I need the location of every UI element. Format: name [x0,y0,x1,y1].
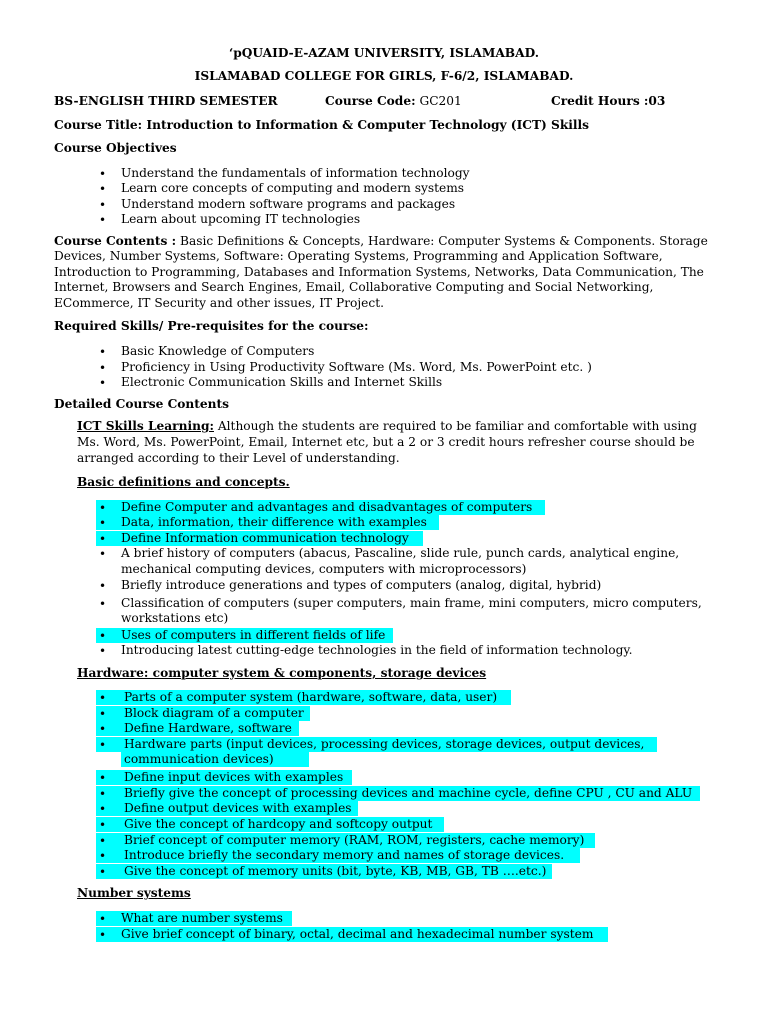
ict-label: ICT Skills Learning: [77,419,214,433]
course-code [325,94,462,109]
bullet-icon: • [99,865,107,879]
bullet-icon: • [99,771,107,785]
hardware-item: Introduce briefly the secondary memory and names of storage devices. [124,848,565,862]
bullet-icon: • [99,579,107,593]
bullet-icon: • [99,597,107,611]
bullet-icon: • [99,644,107,658]
credit-hours: Credit Hours :03 [551,94,666,108]
basic-item-cont: mechanical computing devices, computers with microprocessors) [121,562,527,576]
contents-line: Devices, Number Systems, Software: Operating Systems, Programming and Application Software, [54,249,663,263]
bullet-icon: • [99,198,107,212]
bullet-icon: • [99,738,107,752]
bullet-icon: • [99,213,107,227]
hardware-item: Define Hardware, software [124,721,292,735]
contents-line: Internet, Browsers and Search Engines, Email, Collaborative Computing and Social Networking, [54,280,654,294]
basic-item: Introducing latest cutting-edge technologies in the field of information technology. [121,643,633,657]
contents-label: Course Contents : [54,234,177,248]
bullet-icon: • [99,516,107,530]
objectives-heading: Course Objectives [54,141,177,155]
prereq-item: Electronic Communication Skills and Internet Skills [121,375,443,389]
contents-line: ECommerce, IT Security and other issues, IT Project. [54,296,384,310]
bullet-icon: • [99,928,107,942]
objective-item: Learn core concepts of computing and modern systems [121,181,465,195]
basic-item-cont: workstations etc) [121,611,229,625]
contents-line: Course Contents : Basic Definitions & Concepts, Hardware: Computer Systems & Components. Storage [54,234,708,248]
basic-item: Classification of computers (super computers, main frame, mini computers, micro computers, [121,596,702,610]
course-title: Course Title: Introduction to Information & Computer Technology (ICT) Skills [54,118,590,132]
bullet-icon: • [99,345,107,359]
ict-line: Ms. Word, Ms. PowerPoint, Email, Internet etc, but a 2 or 3 credit hours refresher course should be [77,435,695,449]
hardware-item: Define output devices with examples [124,801,352,815]
bullet-icon: • [99,818,107,832]
basic-item: Uses of computers in different fields of life [121,628,386,642]
hardware-heading: Hardware: computer system & components, storage devices [77,666,487,680]
bullet-icon: • [99,532,107,546]
hardware-item-cont: communication devices) [124,752,274,766]
prereq-item: Proficiency in Using Productivity Software (Ms. Word, Ms. PowerPoint etc. ) [121,360,592,374]
bullet-icon: • [99,182,107,196]
hardware-item: Briefly give the concept of processing devices and machine cycle, define CPU , CU and ALU [124,786,693,800]
contents-line: Introduction to Programming, Databases and Information Systems, Networks, Data Communication, The [54,265,704,279]
number-systems-item: What are number systems [121,911,283,925]
hardware-item: Hardware parts (input devices, processing devices, storage devices, output devices, [124,737,645,751]
bullet-icon: • [99,787,107,801]
program-label: BS-ENGLISH THIRD SEMESTER [54,94,278,108]
bullet-icon: • [99,849,107,863]
bullet-icon: • [99,912,107,926]
objective-item: Understand the fundamentals of information technology [121,166,470,180]
bullet-icon: • [99,707,107,721]
detailed-heading: Detailed Course Contents [54,397,230,411]
university-title: ‘pQUAID-E-AZAM UNIVERSITY, ISLAMABAD. [229,46,539,60]
hardware-item: Parts of a computer system (hardware, software, data, user) [124,690,498,704]
prereq-item: Basic Knowledge of Computers [121,344,315,358]
hardware-item: Give the concept of memory units (bit, byte, KB, MB, GB, TB ….etc.) [124,864,547,878]
basic-heading: Basic definitions and concepts. [77,475,290,489]
ict-line: arranged according to their Level of understanding. [77,451,400,465]
ict-line: ICT Skills Learning: Although the students are required to be familiar and comfortable with using [77,419,697,433]
hardware-item: Block diagram of a computer [124,706,304,720]
bullet-icon: • [99,501,107,515]
prereq-heading: Required Skills/ Pre-requisites for the course: [54,319,369,333]
hardware-item: Give the concept of hardcopy and softcopy output [124,817,433,831]
bullet-icon: • [99,547,107,561]
bullet-icon: • [99,834,107,848]
course-code-value: GC201 [419,94,462,108]
basic-item: Define Information communication technology [121,531,409,545]
bullet-icon: • [99,629,107,643]
college-title: ISLAMABAD COLLEGE FOR GIRLS, F-6/2, ISLAMABAD. [194,69,574,83]
objective-item: Learn about upcoming IT technologies [121,212,361,226]
hardware-item: Brief concept of computer memory (RAM, ROM, registers, cache memory) [124,833,585,847]
bullet-icon: • [99,376,107,390]
course-code-label: Course Code: [325,94,416,108]
number-systems-item: Give brief concept of binary, octal, decimal and hexadecimal number system [121,927,594,941]
hardware-item: Define input devices with examples [124,770,344,784]
bullet-icon: • [99,802,107,816]
bullet-icon: • [99,691,107,705]
objective-item: Understand modern software programs and packages [121,197,456,211]
basic-item: A brief history of computers (abacus, Pascaline, slide rule, punch cards, analytical engine, [121,546,680,560]
bullet-icon: • [99,167,107,181]
bullet-icon: • [99,722,107,736]
number-systems-heading: Number systems [77,886,191,900]
bullet-icon: • [99,361,107,375]
basic-item: Briefly introduce generations and types of computers (analog, digital, hybrid) [121,578,602,592]
basic-item: Data, information, their difference with examples [121,515,427,529]
basic-item: Define Computer and advantages and disadvantages of computers [121,500,533,514]
